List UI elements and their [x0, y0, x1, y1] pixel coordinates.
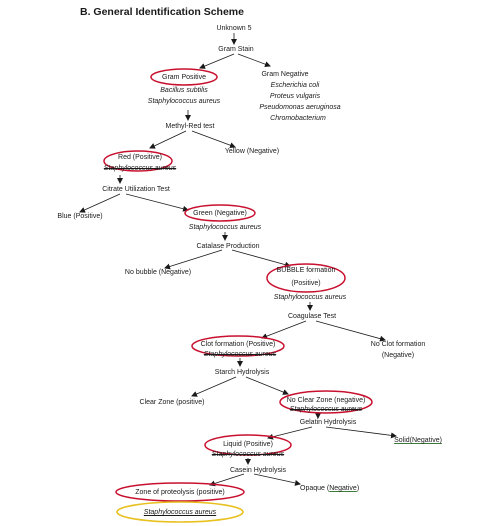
- node-solid-negative: Solid(Negative): [394, 437, 442, 444]
- node-no-bubble: No bubble (Negative): [124, 269, 192, 276]
- arrow-starch-noclear: [246, 377, 288, 394]
- arrow-casein-opaque: [254, 474, 300, 484]
- arrow-starch-clear: [192, 377, 236, 396]
- node-unknown: Unknown 5: [216, 25, 252, 32]
- arrow-catalase-nobubble: [165, 250, 222, 268]
- node-clear-zone: Clear Zone (positive): [139, 399, 205, 406]
- node-citrate: Citrate Utilization Test: [102, 186, 170, 193]
- node-gp-species-2: Staphylococcus aureus: [147, 98, 221, 105]
- node-no-clear-zone: No Clear Zone (negative): [286, 397, 366, 404]
- node-methyl-red: Methyl-Red test: [165, 123, 215, 130]
- page-title: B. General Identification Scheme: [80, 6, 244, 18]
- node-gn-species-1: Escherichia coli: [270, 82, 320, 89]
- arrow-coagulase-clot: [262, 321, 306, 338]
- node-gn-species-2: Proteus vulgaris: [269, 93, 321, 100]
- node-bubble-line1: BUBBLE formation: [276, 267, 336, 274]
- node-no-clot-line2: (Negative): [381, 352, 415, 359]
- arrow-citrate-green: [126, 194, 188, 210]
- node-yellow-negative: Yellow (Negative): [224, 148, 280, 155]
- opaque-close: ): [356, 485, 360, 492]
- node-starch: Starch Hydrolysis: [214, 369, 270, 376]
- arrow-catalase-bubble: [232, 250, 290, 266]
- node-catalase: Catalase Production: [196, 243, 260, 250]
- node-gram-positive: Gram Positive: [162, 74, 206, 81]
- node-coagulase: Coagulase Test: [287, 313, 337, 320]
- node-clot-species: Staphylococcus aureus: [203, 351, 277, 358]
- node-bubble-line2: (Positive): [291, 280, 321, 287]
- node-blue-positive: Blue (Positive): [57, 213, 103, 220]
- node-green-species: Staphylococcus aureus: [188, 224, 262, 231]
- node-zone-proteolysis: Zone of proteolysis (positive): [135, 489, 225, 496]
- node-liquid-species: Staphylococcus aureus: [211, 451, 285, 458]
- node-no-clot-line1: No Clot formation: [370, 341, 426, 348]
- opaque-label: Opaque (: [300, 485, 330, 492]
- node-red-species: Staphylococcus aureus: [103, 165, 177, 172]
- opaque-negative: Negative: [329, 485, 357, 492]
- arrow-mr-yellow: [192, 131, 235, 147]
- node-casein: Casein Hydrolysis: [229, 467, 287, 474]
- node-red-positive: Red (Positive): [118, 154, 162, 161]
- node-gram-negative: Gram Negative: [261, 71, 309, 78]
- arrow-mr-red: [150, 131, 186, 148]
- arrow-gram-negative: [238, 54, 270, 66]
- arrow-coagulase-noclot: [316, 321, 385, 340]
- node-no-clear-species: Staphylococcus aureus: [289, 406, 363, 413]
- arrow-gram-positive: [200, 54, 234, 68]
- node-bubble-species: Staphylococcus aureus: [273, 294, 347, 301]
- arrow-gelatin-liquid: [268, 427, 312, 438]
- node-opaque: [300, 484, 359, 493]
- arrow-gelatin-solid: [326, 427, 396, 436]
- node-liquid-positive: Liquid (Positive): [223, 441, 273, 448]
- arrow-citrate-blue: [80, 194, 120, 212]
- node-gp-species-1: Bacillus subtilis: [160, 87, 208, 94]
- node-clot-positive: Clot formation (Positive): [200, 341, 276, 348]
- node-gn-species-3: Pseudomonas aeruginosa: [259, 104, 341, 111]
- node-gn-species-4: Chromobacterium: [270, 115, 326, 122]
- node-gram-stain: Gram Stain: [218, 46, 254, 53]
- arrow-casein-zone: [210, 474, 244, 485]
- node-gelatin: Gelatin Hydrolysis: [299, 419, 357, 426]
- node-green-negative: Green (Negative): [193, 210, 247, 217]
- node-final-result: Staphylococcus aureus: [143, 509, 217, 516]
